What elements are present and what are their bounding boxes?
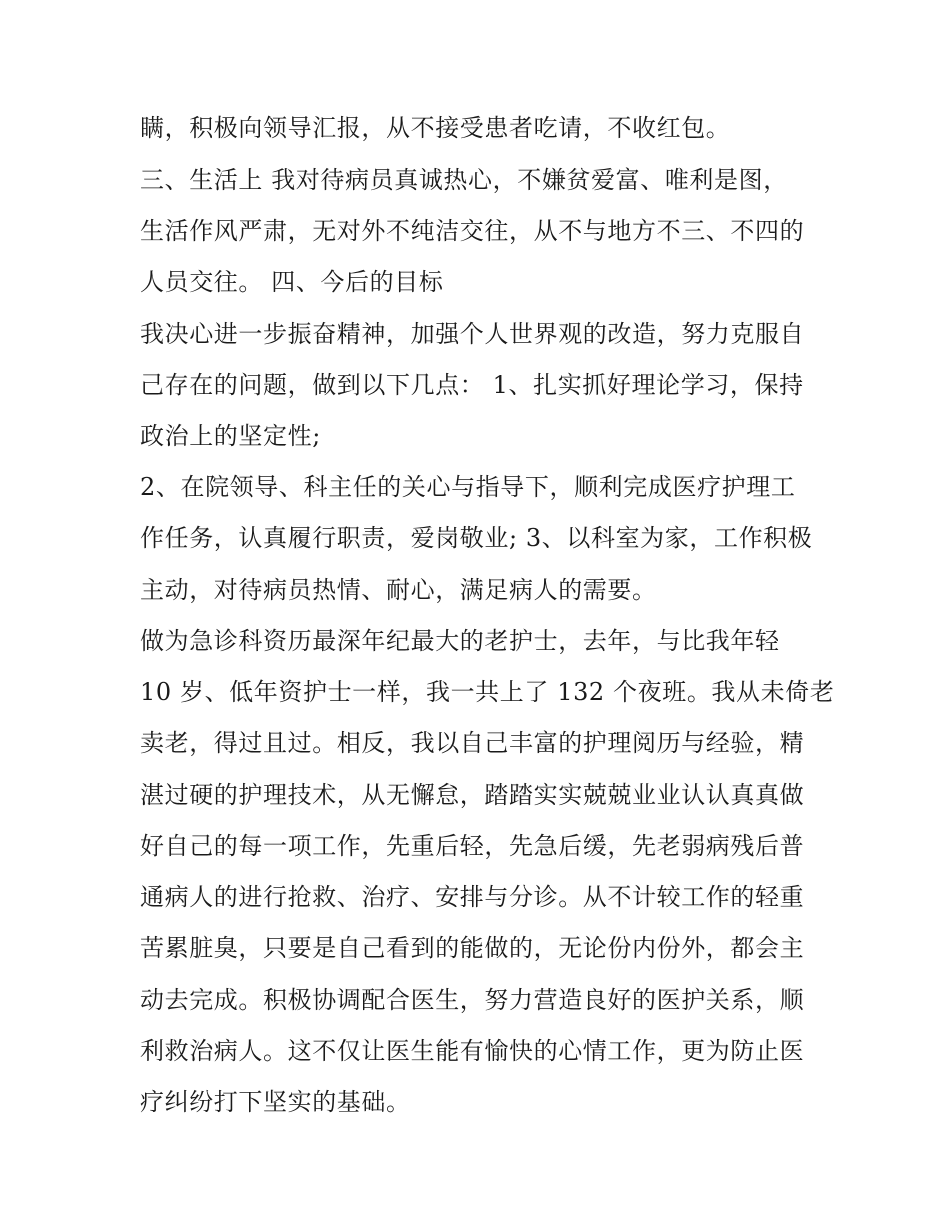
text-line: 人员交往。 四、今后的目标 — [140, 268, 444, 296]
text-line: 疗纠纷打下坚实的基础。 — [140, 1088, 411, 1116]
text-line: 做为急诊科资历最深年纪最大的老护士，去年，与比我年轻 — [140, 627, 780, 655]
text-line: 卖老，得过且过。相反，我以自己丰富的护理阅历与经验，精 — [140, 729, 805, 757]
text-line: 政治上的坚定性; — [140, 422, 321, 450]
text-line: 三、生活上 我对待病员真诚热心，不嫌贫爱富、唯利是图， — [140, 166, 788, 194]
text-line: 主动，对待病员热情、耐心，满足病人的需要。 — [140, 576, 657, 604]
text-line: 我决心进一步振奋精神，加强个人世界观的改造，努力克服自 — [140, 320, 805, 348]
text-line: 好自己的每一项工作，先重后轻，先急后缓，先老弱病残后普 — [140, 832, 805, 860]
text-line: 苦累脏臭，只要是自己看到的能做的，无论份内份外，都会主 — [140, 934, 805, 962]
text-line: 利救治病人。这不仅让医生能有愉快的心情工作，更为防止医 — [140, 1037, 805, 1065]
text-line: 通病人的进行抢救、治疗、安排与分诊。从不计较工作的轻重 — [140, 883, 805, 911]
text-line: 作任务，认真履行职责，爱岗敬业; 3、以科室为家，工作积极 — [140, 524, 813, 552]
text-line: 10 岁、低年资护士一样，我一共上了 132 个夜班。我从未倚老 — [140, 678, 835, 706]
text-line: 2、在院领导、科主任的关心与指导下，顺利完成医疗护理工 — [140, 473, 796, 501]
text-line: 生活作风严肃，无对外不纯洁交往，从不与地方不三、不四的 — [140, 217, 805, 245]
text-line: 动去完成。积极协调配合医生，努力营造良好的医护关系，顺 — [140, 986, 805, 1014]
text-line: 瞒，积极向领导汇报，从不接受患者吃请，不收红包。 — [140, 114, 731, 142]
text-line: 己存在的问题，做到以下几点： 1、扎实抓好理论学习，保持 — [140, 371, 804, 399]
text-line: 湛过硬的护理技术，从无懈怠，踏踏实实兢兢业业认认真真做 — [140, 781, 805, 809]
